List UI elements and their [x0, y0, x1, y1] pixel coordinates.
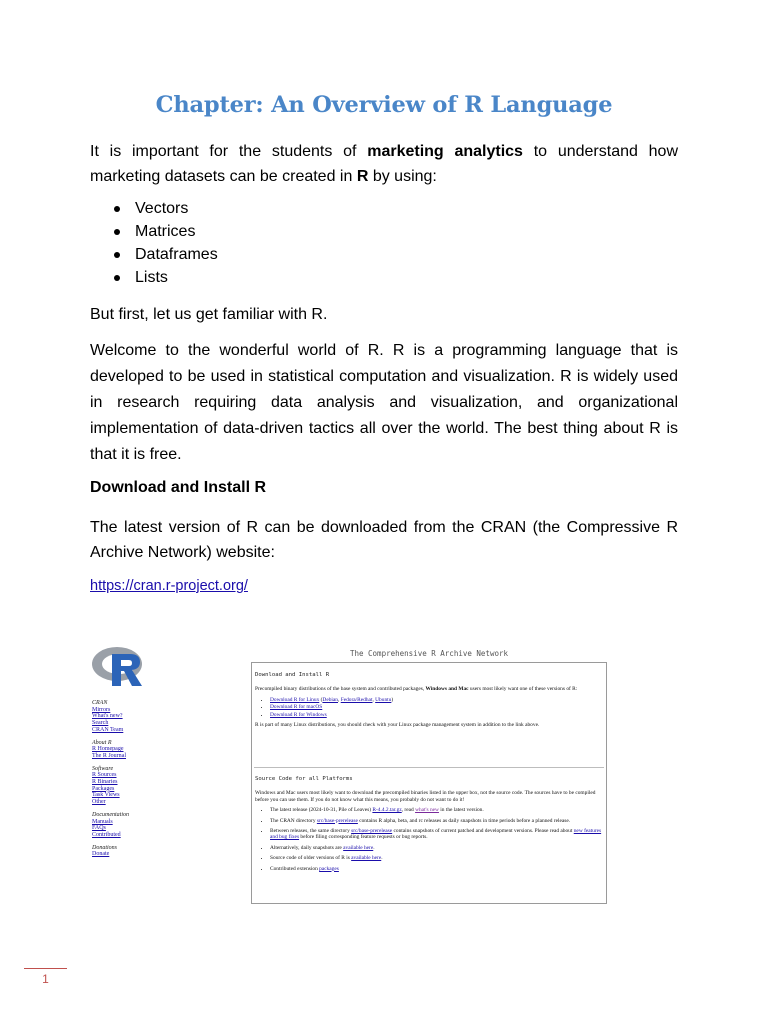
sidebar-link-donate[interactable]: Donate — [92, 851, 110, 858]
sidebar-link-whats-new[interactable]: What's new? — [92, 713, 123, 720]
download-section-title: Download and Install R — [255, 672, 330, 678]
fedora-link[interactable]: Fedora/Redhat — [340, 696, 373, 703]
sidebar-link-cran-team[interactable]: CRAN Team — [92, 726, 124, 733]
list-item: • Between releases, the same directory src/base-prerelease contains snapshots of current patched and development versions. Please read about new features and bug fixes before filing corresponding feature requests or bug reports. — [270, 828, 604, 841]
welcome-paragraph: Welcome to the wonderful world of R. R is a programming language that is developed to be used in statistical computation and visualization. R is widely used in research requiring data analysis and visualization, and organizational implementation of data-driven tactics all over the world. The best thing about R is that it is free. — [90, 342, 678, 463]
older-versions-link[interactable]: available here — [351, 855, 382, 862]
list-item: Matrices — [135, 220, 218, 243]
source-section — [254, 769, 604, 901]
cran-header: The Comprehensive R Archive Network — [349, 649, 509, 658]
packages-link[interactable]: packages — [319, 865, 339, 872]
sidebar-group-donations — [92, 845, 167, 858]
prerelease-link[interactable]: src/base-prerelease — [316, 817, 358, 824]
list-item: Dataframes — [135, 243, 218, 266]
list-item: • Contributed extension packages — [270, 866, 604, 872]
cran-link[interactable]: https://cran.r-project.org/ — [90, 578, 248, 594]
download-windows-link[interactable]: Download R for Windows — [270, 711, 327, 718]
sidebar-link-contributed[interactable]: Contributed — [92, 831, 121, 838]
intro-text-1: It is important for the students of — [90, 143, 368, 160]
download-section — [254, 665, 604, 768]
cran-main-box — [251, 662, 607, 904]
footer-rule — [24, 968, 67, 969]
debian-link[interactable]: Debian — [322, 696, 338, 703]
sidebar-group-about — [92, 740, 167, 760]
first-familiar-paragraph: But first, let us get familiar with R. — [90, 306, 328, 323]
sidebar-link-r-binaries[interactable]: R Binaries — [92, 779, 118, 786]
ubuntu-link[interactable]: Ubuntu — [375, 696, 392, 703]
intro-text-2: to understand how marketing datasets can be created in — [90, 143, 679, 185]
download-macos-link[interactable]: Download R for macOS — [270, 704, 323, 711]
sidebar-link-task-views[interactable]: Task Views — [92, 792, 120, 799]
sidebar-link-search[interactable]: Search — [92, 720, 109, 727]
sidebar-link-r-sources[interactable]: R Sources — [92, 772, 117, 779]
list-item: • Alternatively, daily snapshots are available here. — [270, 845, 604, 851]
sidebar-heading: Software — [92, 765, 114, 772]
sidebar-link-packages[interactable]: Packages — [92, 785, 115, 792]
download-links-list — [254, 697, 604, 718]
list-item: • Source code of older versions of R is available here. — [270, 855, 604, 861]
sidebar-group-software — [92, 766, 167, 806]
sidebar-heading: Donations — [92, 844, 118, 851]
sidebar-heading: About R — [92, 739, 112, 746]
cran-sidebar — [92, 700, 167, 864]
intro-bold-marketing: marketing analytics — [367, 143, 523, 160]
sidebar-link-r-journal[interactable]: The R Journal — [92, 752, 126, 759]
list-item: • Download R for Linux (Debian, Fedora/Redhat, Ubuntu) — [270, 697, 604, 703]
r-logo — [90, 644, 148, 692]
new-features-link[interactable]: new features and bug fixes — [270, 828, 602, 841]
whats-new-link[interactable]: what's new — [415, 807, 439, 814]
source-section-title: Source Code for all Platforms — [255, 776, 353, 782]
source-section-intro: Windows and Mac users most likely want to download the precompiled binaries listed in the upper box, not the source code. The sources have to be compiled before you can use them. If you do not know what this means, you probably do not want to do it! — [255, 790, 596, 803]
sidebar-link-r-homepage[interactable]: R Homepage — [92, 746, 124, 753]
latest-version-paragraph: The latest version of R can be downloaded from the CRAN (the Compressive R Archive Network) website: — [90, 519, 678, 561]
latest-release-link[interactable]: R-4.4.2.tar.gz — [372, 807, 402, 814]
linux-note: R is part of many Linux distributions, you should check with your Linux package management system in addition to the link above. — [255, 722, 540, 729]
download-linux-link[interactable]: Download R for Linux — [270, 696, 320, 703]
list-item: Vectors — [135, 197, 218, 220]
sidebar-group-cran — [92, 700, 167, 734]
page-number: 1 — [42, 972, 49, 986]
list-item — [270, 712, 604, 718]
list-item: Lists — [135, 266, 218, 289]
sidebar-link-mirrors[interactable]: Mirrors — [92, 706, 111, 713]
intro-bold-r: R — [356, 167, 369, 185]
list-item: • The latest release (2024-10-31, Pile of Leaves) R-4.4.2.tar.gz, read what's new in the latest version. — [270, 807, 604, 813]
intro-text-3: by using: — [368, 167, 437, 185]
list-item: • The CRAN directory src/base-prerelease contains R alpha, beta, and rc releases as daily snapshots in time periods before a planned release. — [270, 818, 604, 824]
cran-screenshot — [90, 642, 608, 904]
sidebar-heading: Documentation — [92, 811, 129, 818]
prerelease-link-2[interactable]: src/base-prerelease — [351, 828, 393, 835]
data-structures-list — [90, 197, 218, 289]
download-heading: Download and Install R — [90, 479, 267, 496]
sidebar-group-documentation — [92, 812, 167, 839]
source-links-list — [254, 807, 604, 872]
daily-snapshots-link[interactable]: available here — [343, 844, 374, 851]
download-section-intro: Precompiled binary distributions of the base system and contributed packages, Windows and Mac users most likely want one of these versions of R: — [255, 686, 578, 693]
intro-paragraph — [90, 140, 678, 189]
sidebar-link-faqs[interactable]: FAQs — [92, 825, 106, 832]
chapter-title: Chapter: An Overview of R Language — [155, 92, 613, 118]
list-item — [270, 704, 604, 710]
sidebar-link-other[interactable]: Other — [92, 799, 106, 806]
sidebar-link-manuals[interactable]: Manuals — [92, 818, 113, 825]
sidebar-heading: CRAN — [92, 700, 108, 706]
